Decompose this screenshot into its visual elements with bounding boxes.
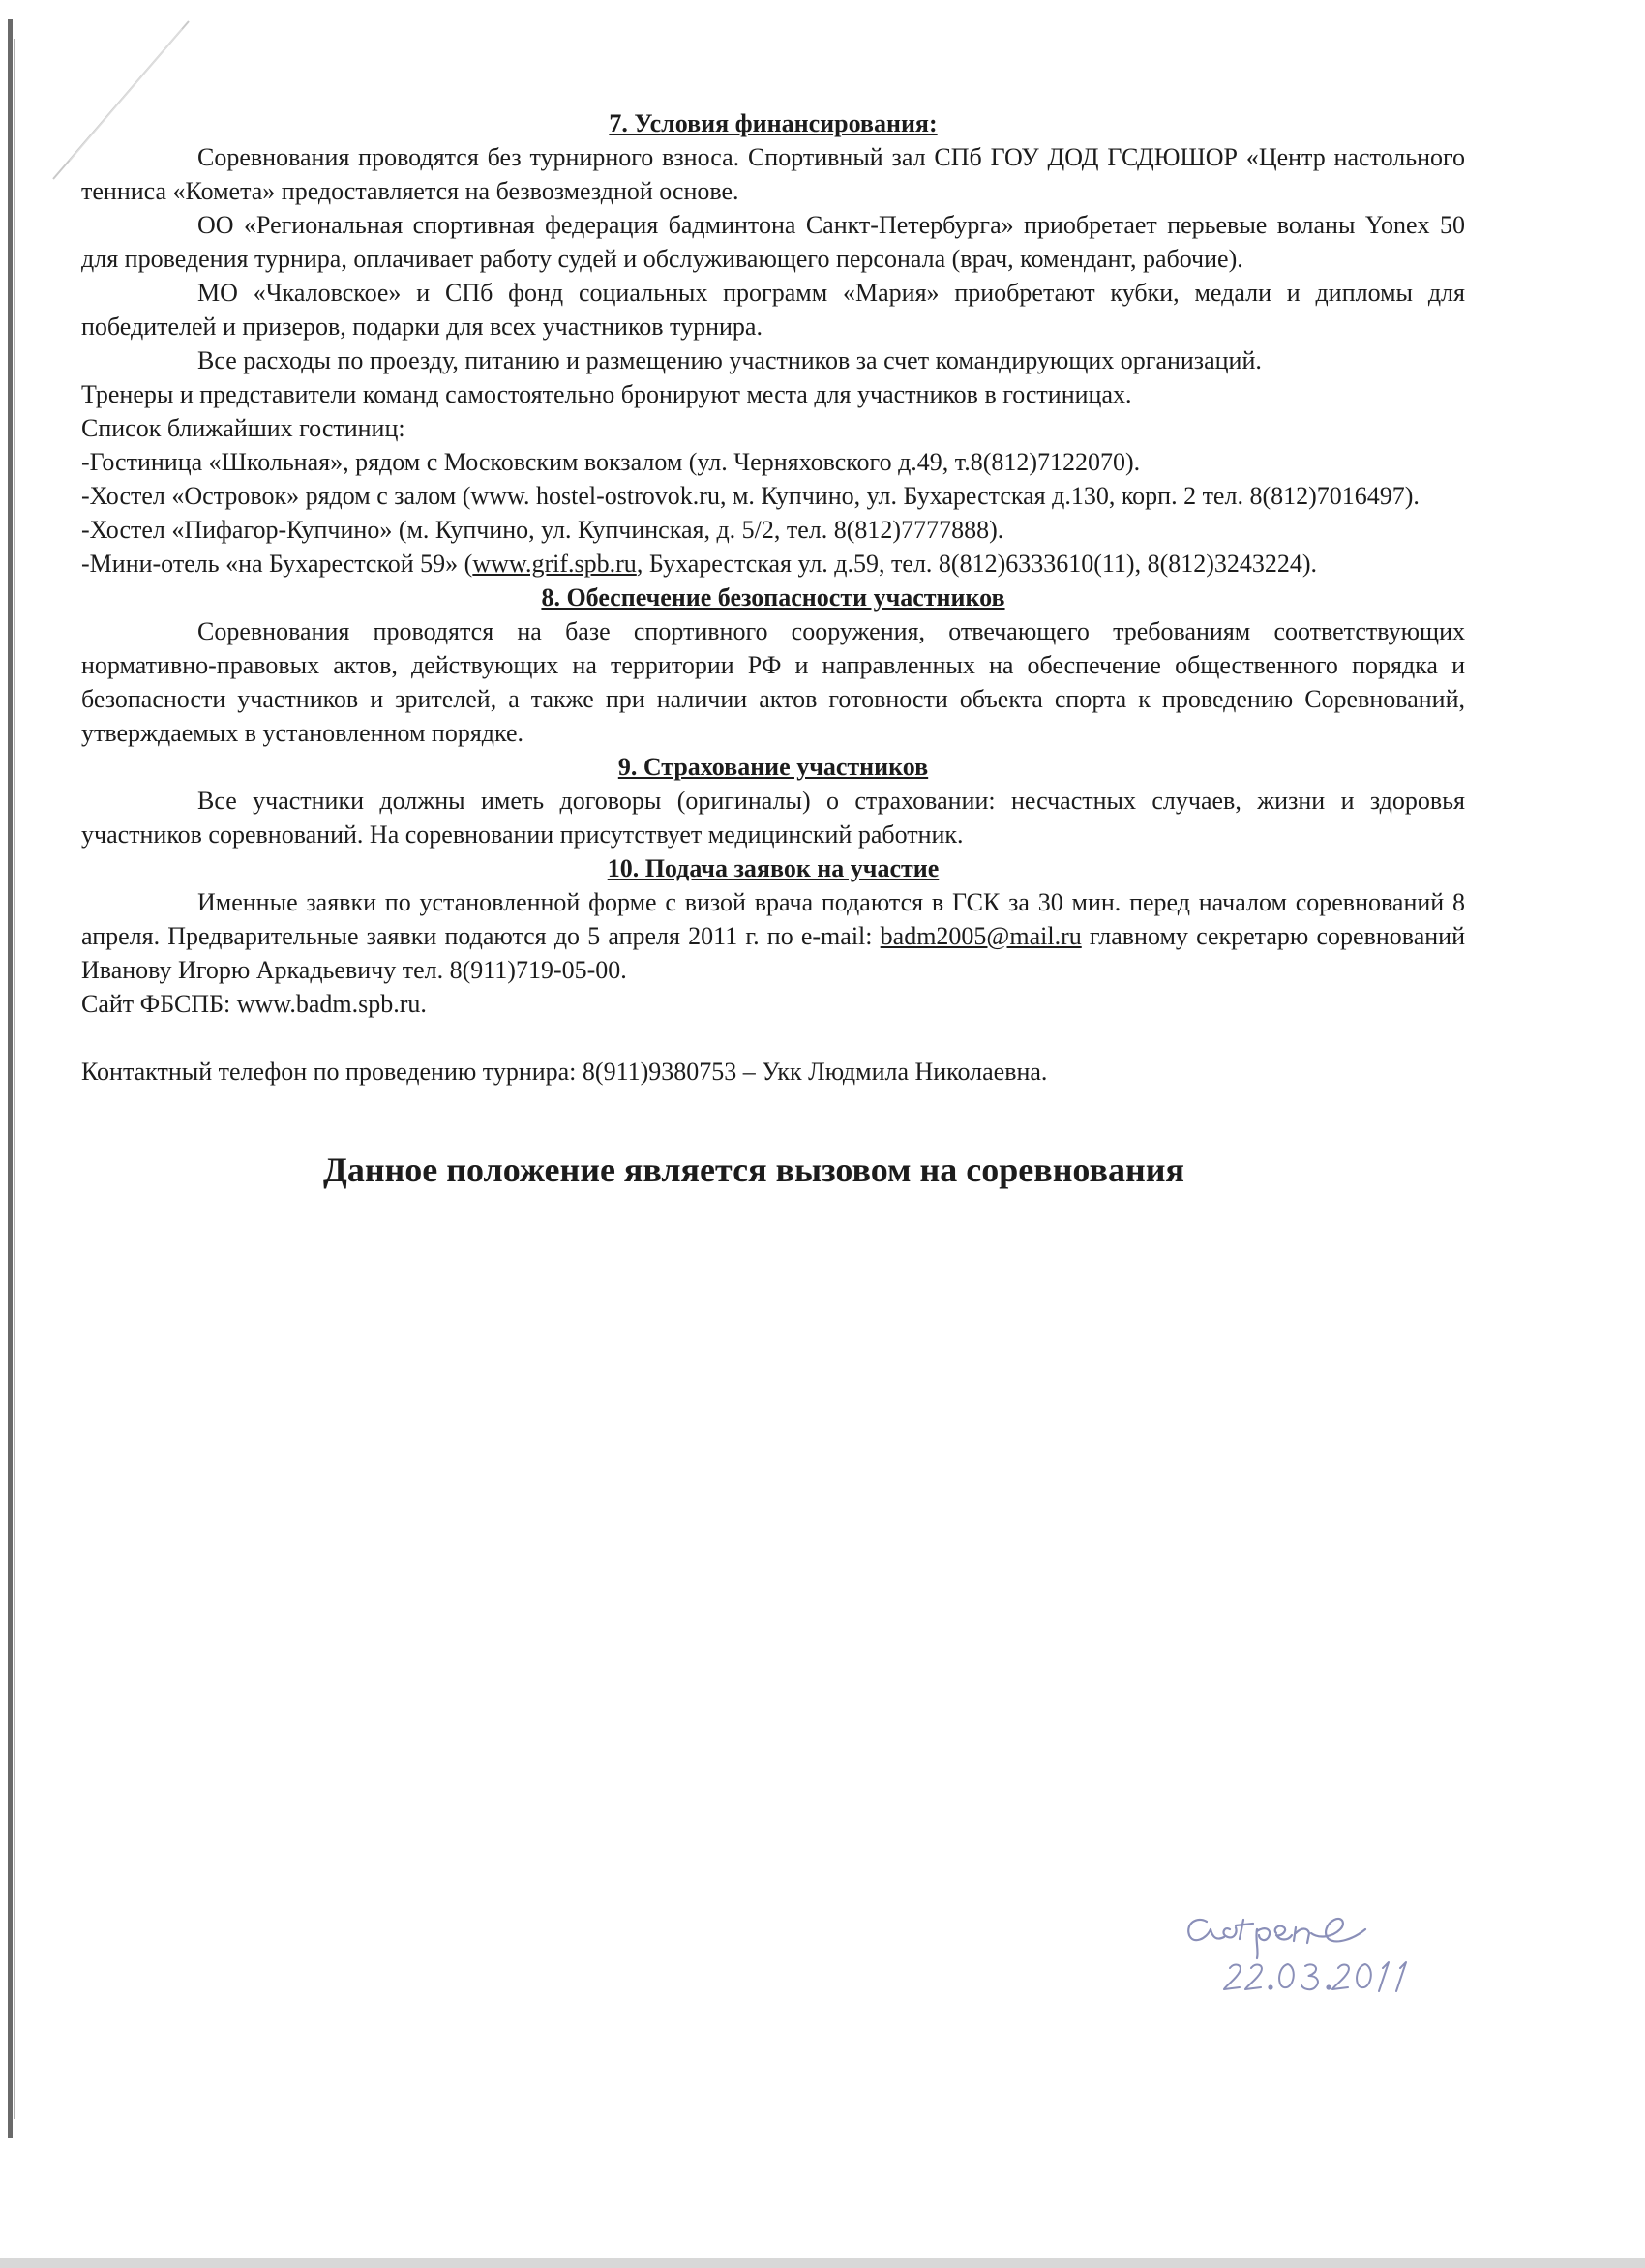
section-7-paragraph-3: МО «Чкаловское» и СПб фонд социальных программ «Мария» приобретают кубки, медали и дипломы для победителей и призеров, подарки для всех участников турнира.	[81, 279, 1465, 341]
hotel-item-4	[81, 547, 1465, 581]
scan-edge-bottom	[0, 2258, 1645, 2268]
section-8-paragraph-1: Соревнования проводятся на базе спортивного сооружения, отвечающего требованиям соответствующих нормативно-правовых актов, действующих на территории РФ и направленных на обеспечение общественного порядка и безопасности участников и зрителей, а также при наличии актов готовности объекта спорта к проведению Соревнований, утверждаемых в установленном порядке.	[81, 617, 1465, 747]
section-7-title: 7. Условия финансирования:	[609, 109, 938, 137]
hotel-item-1: -Гостиница «Школьная», рядом с Московским вокзалом (ул. Черняховского д.49, т.8(812)7122070).	[81, 448, 1141, 476]
spacer	[81, 1021, 1465, 1055]
section-10-paragraph-1	[81, 885, 1465, 987]
website-line: Сайт ФБСПБ: www.badm.spb.ru.	[81, 990, 427, 1018]
section-10-title: 10. Подача заявок на участие	[607, 854, 940, 882]
email-link[interactable]: badm2005@mail.ru	[880, 922, 1082, 950]
section-7-paragraph-4: Все расходы по проезду, питанию и размещению участников за счет командирующих организаций.	[197, 346, 1262, 374]
section-7-paragraph-2: ОО «Региональная спортивная федерация бадминтона Санкт-Петербурга» приобретает перьевые воланы Yonex 50 для проведения турнира, оплачивает работу судей и обслуживающего персонала (врач, комендант, рабочие).	[81, 211, 1465, 273]
section-10-text-pre: Именные заявки по установленной форме с визой врача подаются в ГСК за 30 мин. перед началом соревнований 8 апреля. Предварительные заявки подаются до 5 апреля 2011 г. по e-mail:	[81, 888, 1465, 950]
hotel-item-3: -Хостел «Пифагор-Купчино» (м. Купчино, ул. Купчинская, д. 5/2, тел. 8(812)7777888).	[81, 516, 1004, 544]
handwritten-signature	[1176, 1895, 1466, 2011]
contact-phone-line: Контактный телефон по проведению турнира: 8(911)9380753 – Укк Людмила Николаевна.	[81, 1058, 1048, 1086]
section-10-text-post: главному секретарю соревнований Иванову Игорю Аркадьевичу тел. 8(911)719-05-00.	[81, 922, 1465, 984]
scan-edge-inner	[14, 39, 15, 2119]
hotel-item-4-pre: -Мини-отель «на Бухарестской 59» (	[81, 550, 473, 578]
spacer	[81, 1089, 1465, 1149]
section-7-paragraph-1: Соревнования проводятся без турнирного взноса. Спортивный зал СПб ГОУ ДОД ГСДЮШОР «Центр настольного тенниса «Комета» предоставляется на безвозмездной основе.	[81, 143, 1465, 205]
document-page	[81, 106, 1465, 1191]
scan-edge	[8, 19, 13, 2138]
closing-statement: Данное положение является вызовом на соревнования	[323, 1150, 1184, 1189]
hotel-list-heading: Список ближайших гостиниц:	[81, 414, 405, 442]
hotel-item-4-post: , Бухарестская ул. д.59, тел. 8(812)6333610(11), 8(812)3243224).	[636, 550, 1318, 578]
section-8-title: 8. Обеспечение безопасности участников	[541, 583, 1005, 612]
hotel-item-2: -Хостел «Островок» рядом с залом (www. hostel-ostrovok.ru, м. Купчино, ул. Бухарестская д.130, корп. 2 тел. 8(812)7016497).	[81, 482, 1420, 510]
hotel-website-link[interactable]: www.grif.spb.ru	[472, 550, 637, 578]
section-7-paragraph-5: Тренеры и представители команд самостоятельно бронируют места для участников в гостиницах.	[81, 380, 1132, 408]
section-9-title: 9. Страхование участников	[617, 753, 929, 781]
section-9-paragraph-1: Все участники должны иметь договоры (оригиналы) о страховании: несчастных случаев, жизни и здоровья участников соревнований. На соревновании присутствует медицинский работник.	[81, 787, 1465, 849]
